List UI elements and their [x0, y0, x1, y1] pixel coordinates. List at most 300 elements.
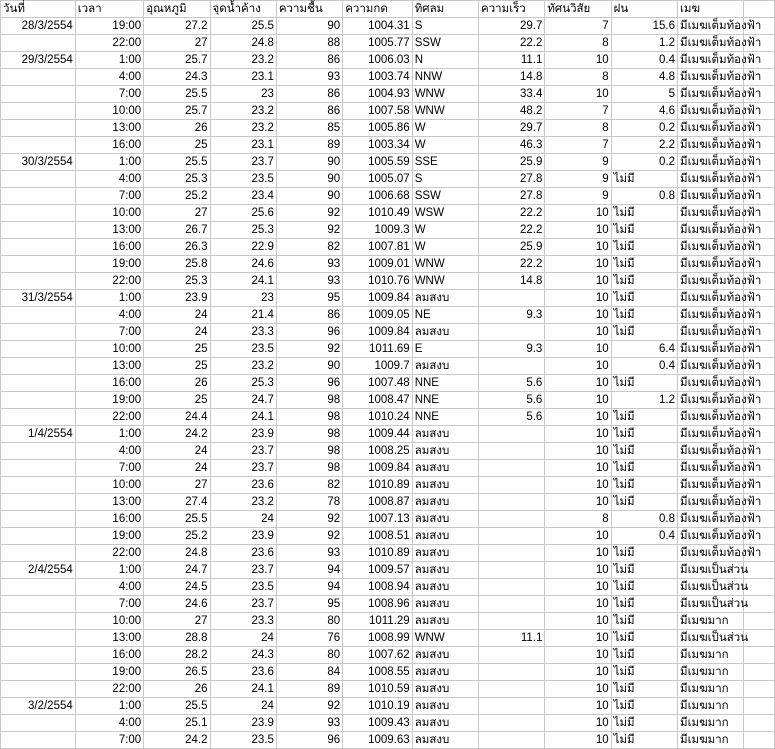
cell-pressure[interactable]: 1007.48: [343, 375, 413, 392]
cell-time[interactable]: 1:00: [75, 426, 143, 443]
cell-temperature[interactable]: 27: [144, 35, 210, 52]
cell-dewpoint[interactable]: 23.1: [210, 69, 276, 86]
cell-cloud[interactable]: มีเมฆเป็นส่วน: [678, 630, 744, 647]
cell-humidity[interactable]: 93: [276, 545, 342, 562]
cell-humidity[interactable]: 89: [276, 681, 342, 698]
cell-wind-direction[interactable]: ลมสงบ: [412, 426, 478, 443]
cell-rain[interactable]: 15.6: [611, 18, 677, 35]
cell-wind-speed[interactable]: 29.7: [479, 18, 545, 35]
header-cell-dewpoint[interactable]: จุดน้ำค้าง: [210, 1, 276, 18]
cell-visibility[interactable]: 10: [545, 613, 611, 630]
cell-visibility[interactable]: 9: [545, 171, 611, 188]
cell-date[interactable]: [1, 358, 76, 375]
cell-time[interactable]: 7:00: [75, 188, 143, 205]
cell-extra[interactable]: [744, 562, 775, 579]
cell-time[interactable]: 7:00: [75, 732, 143, 749]
cell-temperature[interactable]: 25.2: [144, 528, 210, 545]
cell-visibility[interactable]: 10: [545, 239, 611, 256]
cell-wind-direction[interactable]: ลมสงบ: [412, 494, 478, 511]
cell-pressure[interactable]: 1009.3: [343, 222, 413, 239]
cell-wind-direction[interactable]: WNW: [412, 256, 478, 273]
cell-cloud[interactable]: มีเมฆเต็มท้องฟ้า: [678, 171, 744, 188]
cell-dewpoint[interactable]: 23.7: [210, 562, 276, 579]
cell-rain[interactable]: ไม่มี: [611, 273, 677, 290]
cell-dewpoint[interactable]: 23.6: [210, 545, 276, 562]
cell-humidity[interactable]: 98: [276, 392, 342, 409]
cell-time[interactable]: 10:00: [75, 613, 143, 630]
cell-time[interactable]: 7:00: [75, 596, 143, 613]
cell-wind-direction[interactable]: S: [412, 18, 478, 35]
cell-date[interactable]: [1, 222, 76, 239]
cell-wind-direction[interactable]: ลมสงบ: [412, 562, 478, 579]
cell-dewpoint[interactable]: 23.7: [210, 460, 276, 477]
cell-visibility[interactable]: 10: [545, 630, 611, 647]
cell-date[interactable]: [1, 528, 76, 545]
cell-wind-direction[interactable]: ลมสงบ: [412, 290, 478, 307]
cell-pressure[interactable]: 1008.87: [343, 494, 413, 511]
cell-rain[interactable]: ไม่มี: [611, 324, 677, 341]
cell-cloud[interactable]: มีเมฆเต็มท้องฟ้า: [678, 273, 744, 290]
cell-temperature[interactable]: 28.2: [144, 647, 210, 664]
cell-cloud[interactable]: มีเมฆเต็มท้องฟ้า: [678, 307, 744, 324]
cell-rain[interactable]: ไม่มี: [611, 630, 677, 647]
cell-rain[interactable]: 1.2: [611, 35, 677, 52]
cell-wind-speed[interactable]: [479, 596, 545, 613]
cell-wind-speed[interactable]: 27.8: [479, 171, 545, 188]
cell-temperature[interactable]: 26: [144, 375, 210, 392]
cell-rain[interactable]: ไม่มี: [611, 375, 677, 392]
cell-date[interactable]: [1, 256, 76, 273]
cell-pressure[interactable]: 1009.7: [343, 358, 413, 375]
cell-cloud[interactable]: มีเมฆเต็มท้องฟ้า: [678, 494, 744, 511]
cell-humidity[interactable]: 96: [276, 732, 342, 749]
cell-visibility[interactable]: 10: [545, 732, 611, 749]
cell-cloud[interactable]: มีเมฆเต็มท้องฟ้า: [678, 18, 744, 35]
cell-dewpoint[interactable]: 23.2: [210, 52, 276, 69]
cell-pressure[interactable]: 1004.31: [343, 18, 413, 35]
cell-dewpoint[interactable]: 24: [210, 630, 276, 647]
cell-temperature[interactable]: 26: [144, 681, 210, 698]
cell-wind-direction[interactable]: ลมสงบ: [412, 664, 478, 681]
cell-cloud[interactable]: มีเมฆเต็มท้องฟ้า: [678, 477, 744, 494]
cell-temperature[interactable]: 24.4: [144, 409, 210, 426]
cell-cloud[interactable]: มีเมฆเต็มท้องฟ้า: [678, 409, 744, 426]
cell-date[interactable]: 2/4/2554: [1, 562, 76, 579]
cell-wind-direction[interactable]: ลมสงบ: [412, 579, 478, 596]
cell-time[interactable]: 19:00: [75, 528, 143, 545]
cell-wind-speed[interactable]: 11.1: [479, 630, 545, 647]
cell-wind-direction[interactable]: ลมสงบ: [412, 324, 478, 341]
cell-dewpoint[interactable]: 25.3: [210, 375, 276, 392]
cell-wind-speed[interactable]: 9.3: [479, 307, 545, 324]
cell-cloud[interactable]: มีเมฆเป็นส่วน: [678, 562, 744, 579]
cell-wind-speed[interactable]: [479, 324, 545, 341]
cell-wind-direction[interactable]: E: [412, 341, 478, 358]
cell-temperature[interactable]: 24.5: [144, 579, 210, 596]
cell-dewpoint[interactable]: 24.1: [210, 273, 276, 290]
cell-rain[interactable]: 0.8: [611, 188, 677, 205]
cell-date[interactable]: [1, 630, 76, 647]
cell-humidity[interactable]: 92: [276, 698, 342, 715]
cell-date[interactable]: 31/3/2554: [1, 290, 76, 307]
cell-wind-speed[interactable]: 27.8: [479, 188, 545, 205]
cell-visibility[interactable]: 10: [545, 205, 611, 222]
cell-cloud[interactable]: มีเมฆมาก: [678, 715, 744, 732]
cell-time[interactable]: 19:00: [75, 664, 143, 681]
cell-pressure[interactable]: 1009.43: [343, 715, 413, 732]
cell-date[interactable]: [1, 647, 76, 664]
cell-dewpoint[interactable]: 24.1: [210, 681, 276, 698]
cell-dewpoint[interactable]: 23.5: [210, 732, 276, 749]
cell-wind-direction[interactable]: W: [412, 137, 478, 154]
cell-humidity[interactable]: 86: [276, 307, 342, 324]
cell-time[interactable]: 4:00: [75, 69, 143, 86]
cell-cloud[interactable]: มีเมฆเต็มท้องฟ้า: [678, 426, 744, 443]
cell-temperature[interactable]: 27: [144, 205, 210, 222]
cell-cloud[interactable]: มีเมฆเต็มท้องฟ้า: [678, 205, 744, 222]
cell-visibility[interactable]: 10: [545, 222, 611, 239]
cell-wind-direction[interactable]: N: [412, 52, 478, 69]
cell-dewpoint[interactable]: 21.4: [210, 307, 276, 324]
cell-dewpoint[interactable]: 22.9: [210, 239, 276, 256]
cell-wind-speed[interactable]: [479, 715, 545, 732]
cell-rain[interactable]: 4.6: [611, 103, 677, 120]
cell-time[interactable]: 16:00: [75, 647, 143, 664]
cell-rain[interactable]: 5: [611, 86, 677, 103]
cell-cloud[interactable]: มีเมฆเต็มท้องฟ้า: [678, 545, 744, 562]
cell-rain[interactable]: ไม่มี: [611, 494, 677, 511]
cell-date[interactable]: [1, 477, 76, 494]
cell-visibility[interactable]: 10: [545, 528, 611, 545]
cell-pressure[interactable]: 1007.13: [343, 511, 413, 528]
header-cell-temperature[interactable]: อุณหภูมิ: [144, 1, 210, 18]
cell-wind-direction[interactable]: WNW: [412, 273, 478, 290]
cell-rain[interactable]: ไม่มี: [611, 426, 677, 443]
cell-rain[interactable]: ไม่มี: [611, 579, 677, 596]
cell-wind-speed[interactable]: [479, 290, 545, 307]
cell-visibility[interactable]: 8: [545, 511, 611, 528]
cell-wind-speed[interactable]: [479, 477, 545, 494]
cell-temperature[interactable]: 25.5: [144, 154, 210, 171]
cell-temperature[interactable]: 25.7: [144, 103, 210, 120]
cell-temperature[interactable]: 25.5: [144, 698, 210, 715]
cell-visibility[interactable]: 10: [545, 562, 611, 579]
cell-cloud[interactable]: มีเมฆเต็มท้องฟ้า: [678, 290, 744, 307]
cell-visibility[interactable]: 10: [545, 494, 611, 511]
cell-date[interactable]: 3/2/2554: [1, 698, 76, 715]
cell-wind-direction[interactable]: W: [412, 120, 478, 137]
cell-humidity[interactable]: 86: [276, 86, 342, 103]
cell-date[interactable]: [1, 460, 76, 477]
cell-temperature[interactable]: 24: [144, 443, 210, 460]
cell-date[interactable]: [1, 732, 76, 749]
cell-rain[interactable]: 2.2: [611, 137, 677, 154]
cell-humidity[interactable]: 85: [276, 120, 342, 137]
cell-dewpoint[interactable]: 23.4: [210, 188, 276, 205]
cell-cloud[interactable]: มีเมฆเต็มท้องฟ้า: [678, 137, 744, 154]
cell-cloud[interactable]: มีเมฆเต็มท้องฟ้า: [678, 392, 744, 409]
cell-rain[interactable]: ไม่มี: [611, 222, 677, 239]
cell-time[interactable]: 10:00: [75, 477, 143, 494]
cell-rain[interactable]: ไม่มี: [611, 681, 677, 698]
cell-wind-speed[interactable]: [479, 511, 545, 528]
cell-time[interactable]: 19:00: [75, 392, 143, 409]
cell-visibility[interactable]: 7: [545, 18, 611, 35]
header-cell-cloud[interactable]: เมฆ: [678, 1, 744, 18]
cell-wind-direction[interactable]: ลมสงบ: [412, 358, 478, 375]
cell-wind-direction[interactable]: S: [412, 171, 478, 188]
cell-visibility[interactable]: 10: [545, 409, 611, 426]
cell-date[interactable]: [1, 103, 76, 120]
header-cell-pressure[interactable]: ความกด: [343, 1, 413, 18]
cell-temperature[interactable]: 24.3: [144, 69, 210, 86]
cell-date[interactable]: [1, 715, 76, 732]
cell-temperature[interactable]: 26.5: [144, 664, 210, 681]
cell-humidity[interactable]: 92: [276, 341, 342, 358]
cell-humidity[interactable]: 76: [276, 630, 342, 647]
cell-rain[interactable]: 0.2: [611, 120, 677, 137]
cell-cloud[interactable]: มีเมฆมาก: [678, 647, 744, 664]
cell-dewpoint[interactable]: 24.3: [210, 647, 276, 664]
cell-dewpoint[interactable]: 23.9: [210, 715, 276, 732]
cell-wind-speed[interactable]: [479, 664, 545, 681]
header-cell-extra[interactable]: [744, 1, 775, 18]
cell-dewpoint[interactable]: 25.5: [210, 18, 276, 35]
cell-pressure[interactable]: 1009.84: [343, 324, 413, 341]
cell-humidity[interactable]: 93: [276, 256, 342, 273]
cell-wind-speed[interactable]: 22.2: [479, 256, 545, 273]
cell-dewpoint[interactable]: 25.3: [210, 222, 276, 239]
cell-wind-speed[interactable]: 25.9: [479, 154, 545, 171]
cell-date[interactable]: [1, 205, 76, 222]
cell-wind-direction[interactable]: SSE: [412, 154, 478, 171]
cell-visibility[interactable]: 10: [545, 698, 611, 715]
cell-wind-speed[interactable]: 5.6: [479, 375, 545, 392]
cell-date[interactable]: [1, 171, 76, 188]
cell-wind-direction[interactable]: ลมสงบ: [412, 715, 478, 732]
cell-extra[interactable]: [744, 715, 775, 732]
cell-wind-speed[interactable]: 5.6: [479, 409, 545, 426]
cell-pressure[interactable]: 1007.81: [343, 239, 413, 256]
cell-dewpoint[interactable]: 23.7: [210, 596, 276, 613]
cell-date[interactable]: [1, 596, 76, 613]
cell-visibility[interactable]: 10: [545, 324, 611, 341]
cell-cloud[interactable]: มีเมฆมาก: [678, 698, 744, 715]
cell-date[interactable]: [1, 579, 76, 596]
cell-date[interactable]: [1, 86, 76, 103]
cell-cloud[interactable]: มีเมฆเต็มท้องฟ้า: [678, 460, 744, 477]
cell-rain[interactable]: ไม่มี: [611, 545, 677, 562]
cell-visibility[interactable]: 10: [545, 477, 611, 494]
cell-visibility[interactable]: 10: [545, 375, 611, 392]
cell-cloud[interactable]: มีเมฆเต็มท้องฟ้า: [678, 239, 744, 256]
header-cell-rain[interactable]: ฝน: [611, 1, 677, 18]
cell-wind-direction[interactable]: SSW: [412, 35, 478, 52]
cell-time[interactable]: 4:00: [75, 579, 143, 596]
header-cell-wind-speed[interactable]: ความเร็ว: [479, 1, 545, 18]
cell-temperature[interactable]: 24.7: [144, 562, 210, 579]
cell-date[interactable]: [1, 137, 76, 154]
cell-pressure[interactable]: 1009.57: [343, 562, 413, 579]
cell-visibility[interactable]: 10: [545, 273, 611, 290]
cell-extra[interactable]: [744, 596, 775, 613]
cell-wind-direction[interactable]: W: [412, 239, 478, 256]
cell-date[interactable]: [1, 545, 76, 562]
cell-dewpoint[interactable]: 24.7: [210, 392, 276, 409]
cell-visibility[interactable]: 8: [545, 35, 611, 52]
cell-extra[interactable]: [744, 613, 775, 630]
cell-humidity[interactable]: 94: [276, 562, 342, 579]
header-cell-wind-direction[interactable]: ทิศลม: [412, 1, 478, 18]
cell-dewpoint[interactable]: 24: [210, 511, 276, 528]
cell-rain[interactable]: 1.2: [611, 392, 677, 409]
cell-temperature[interactable]: 25.5: [144, 511, 210, 528]
cell-pressure[interactable]: 1008.99: [343, 630, 413, 647]
cell-dewpoint[interactable]: 23.6: [210, 664, 276, 681]
cell-time[interactable]: 22:00: [75, 545, 143, 562]
cell-cloud[interactable]: มีเมฆเป็นส่วน: [678, 579, 744, 596]
cell-pressure[interactable]: 1005.59: [343, 154, 413, 171]
cell-date[interactable]: [1, 392, 76, 409]
cell-rain[interactable]: 0.4: [611, 528, 677, 545]
cell-wind-speed[interactable]: 25.9: [479, 239, 545, 256]
cell-extra[interactable]: [744, 647, 775, 664]
cell-cloud[interactable]: มีเมฆเต็มท้องฟ้า: [678, 443, 744, 460]
header-cell-visibility[interactable]: ทัศนวิสัย: [545, 1, 611, 18]
cell-visibility[interactable]: 10: [545, 545, 611, 562]
cell-date[interactable]: [1, 307, 76, 324]
cell-time[interactable]: 19:00: [75, 256, 143, 273]
cell-wind-speed[interactable]: [479, 647, 545, 664]
cell-humidity[interactable]: 89: [276, 137, 342, 154]
cell-rain[interactable]: ไม่มี: [611, 698, 677, 715]
cell-wind-direction[interactable]: NNE: [412, 409, 478, 426]
cell-visibility[interactable]: 10: [545, 86, 611, 103]
cell-visibility[interactable]: 10: [545, 681, 611, 698]
cell-wind-direction[interactable]: ลมสงบ: [412, 477, 478, 494]
cell-date[interactable]: [1, 409, 76, 426]
cell-temperature[interactable]: 24.6: [144, 596, 210, 613]
cell-rain[interactable]: ไม่มี: [611, 562, 677, 579]
cell-wind-direction[interactable]: WSW: [412, 205, 478, 222]
cell-visibility[interactable]: 7: [545, 103, 611, 120]
cell-visibility[interactable]: 10: [545, 443, 611, 460]
cell-temperature[interactable]: 25.1: [144, 715, 210, 732]
cell-pressure[interactable]: 1010.19: [343, 698, 413, 715]
cell-wind-speed[interactable]: 22.2: [479, 205, 545, 222]
cell-temperature[interactable]: 27.4: [144, 494, 210, 511]
cell-dewpoint[interactable]: 24.1: [210, 409, 276, 426]
cell-time[interactable]: 1:00: [75, 698, 143, 715]
cell-pressure[interactable]: 1007.58: [343, 103, 413, 120]
cell-pressure[interactable]: 1011.69: [343, 341, 413, 358]
cell-date[interactable]: [1, 35, 76, 52]
cell-extra[interactable]: [744, 579, 775, 596]
cell-extra[interactable]: [744, 732, 775, 749]
cell-temperature[interactable]: 26: [144, 120, 210, 137]
cell-temperature[interactable]: 25: [144, 137, 210, 154]
cell-rain[interactable]: 0.8: [611, 511, 677, 528]
cell-pressure[interactable]: 1003.34: [343, 137, 413, 154]
cell-temperature[interactable]: 25.2: [144, 188, 210, 205]
cell-pressure[interactable]: 1010.49: [343, 205, 413, 222]
cell-date[interactable]: 29/3/2554: [1, 52, 76, 69]
cell-cloud[interactable]: มีเมฆเต็มท้องฟ้า: [678, 188, 744, 205]
cell-cloud[interactable]: มีเมฆเต็มท้องฟ้า: [678, 375, 744, 392]
cell-extra[interactable]: [744, 630, 775, 647]
cell-visibility[interactable]: 10: [545, 664, 611, 681]
cell-dewpoint[interactable]: 24: [210, 698, 276, 715]
cell-wind-speed[interactable]: [479, 732, 545, 749]
cell-wind-direction[interactable]: NNE: [412, 375, 478, 392]
cell-wind-direction[interactable]: ลมสงบ: [412, 698, 478, 715]
cell-dewpoint[interactable]: 23.9: [210, 426, 276, 443]
cell-wind-speed[interactable]: [479, 613, 545, 630]
cell-dewpoint[interactable]: 23.3: [210, 613, 276, 630]
cell-rain[interactable]: ไม่มี: [611, 613, 677, 630]
cell-wind-speed[interactable]: 22.2: [479, 222, 545, 239]
cell-humidity[interactable]: 95: [276, 596, 342, 613]
cell-pressure[interactable]: 1008.94: [343, 579, 413, 596]
cell-extra[interactable]: [744, 664, 775, 681]
cell-temperature[interactable]: 23.9: [144, 290, 210, 307]
cell-wind-speed[interactable]: 48.2: [479, 103, 545, 120]
cell-visibility[interactable]: 10: [545, 392, 611, 409]
cell-extra[interactable]: [744, 698, 775, 715]
cell-visibility[interactable]: 8: [545, 69, 611, 86]
cell-wind-speed[interactable]: [479, 562, 545, 579]
cell-humidity[interactable]: 93: [276, 273, 342, 290]
cell-rain[interactable]: ไม่มี: [611, 715, 677, 732]
cell-date[interactable]: [1, 681, 76, 698]
cell-time[interactable]: 4:00: [75, 715, 143, 732]
cell-wind-speed[interactable]: 14.8: [479, 69, 545, 86]
cell-rain[interactable]: ไม่มี: [611, 460, 677, 477]
cell-rain[interactable]: 0.4: [611, 52, 677, 69]
cell-humidity[interactable]: 90: [276, 188, 342, 205]
cell-temperature[interactable]: 27: [144, 477, 210, 494]
cell-humidity[interactable]: 84: [276, 664, 342, 681]
cell-visibility[interactable]: 10: [545, 460, 611, 477]
cell-temperature[interactable]: 25: [144, 392, 210, 409]
cell-rain[interactable]: 6.4: [611, 341, 677, 358]
cell-wind-speed[interactable]: 9.3: [479, 341, 545, 358]
cell-wind-direction[interactable]: WNW: [412, 630, 478, 647]
cell-visibility[interactable]: 10: [545, 358, 611, 375]
cell-time[interactable]: 16:00: [75, 239, 143, 256]
cell-time[interactable]: 1:00: [75, 154, 143, 171]
cell-pressure[interactable]: 1009.84: [343, 460, 413, 477]
cell-humidity[interactable]: 90: [276, 154, 342, 171]
cell-visibility[interactable]: 9: [545, 188, 611, 205]
cell-date[interactable]: [1, 273, 76, 290]
cell-cloud[interactable]: มีเมฆเต็มท้องฟ้า: [678, 154, 744, 171]
cell-temperature[interactable]: 24: [144, 307, 210, 324]
cell-cloud[interactable]: มีเมฆเต็มท้องฟ้า: [678, 324, 744, 341]
cell-visibility[interactable]: 10: [545, 341, 611, 358]
cell-rain[interactable]: ไม่มี: [611, 256, 677, 273]
cell-visibility[interactable]: 7: [545, 137, 611, 154]
cell-visibility[interactable]: 10: [545, 256, 611, 273]
cell-wind-speed[interactable]: [479, 494, 545, 511]
cell-humidity[interactable]: 93: [276, 715, 342, 732]
cell-rain[interactable]: ไม่มี: [611, 477, 677, 494]
cell-pressure[interactable]: 1010.76: [343, 273, 413, 290]
cell-dewpoint[interactable]: 24.8: [210, 35, 276, 52]
cell-date[interactable]: [1, 239, 76, 256]
cell-temperature[interactable]: 24.8: [144, 545, 210, 562]
cell-dewpoint[interactable]: 23.5: [210, 579, 276, 596]
